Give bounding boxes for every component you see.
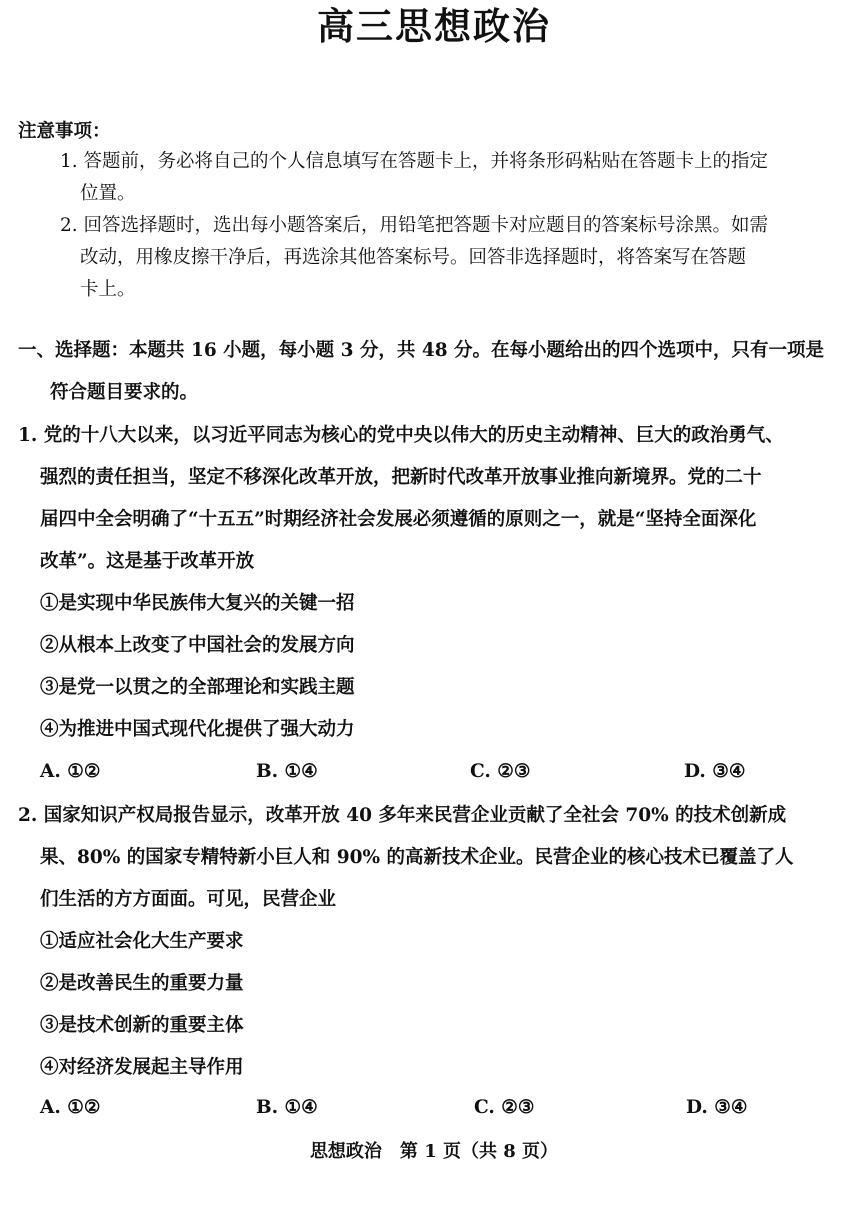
q1-option-b: B. ①④	[256, 761, 318, 782]
q1-stem-line-1: 1. 党的十八大以来，以习近平同志为核心的党中央以伟大的历史主动精神、巨大的政治勇气、	[18, 425, 784, 446]
q1-statement-4: ④为推进中国式现代化提供了强大动力	[40, 719, 355, 740]
notice-item-2-line-1: 2. 回答选择题时，选出每小题答案后，用铅笔把答题卡对应题目的答案标号涂黑。如需	[60, 215, 769, 236]
section-heading-line-1: 一、选择题：本题共 16 小题，每小题 3 分，共 48 分。在每小题给出的四个选项中，只有一项是	[18, 340, 825, 361]
q1-option-c: C. ②③	[470, 761, 531, 782]
q1-option-d: D. ③④	[684, 761, 746, 782]
q1-stem-line-3: 届四中全会明确了“十五五”时期经济社会发展必须遵循的原则之一，就是“坚持全面深化	[40, 509, 757, 530]
q1-option-a: A. ①②	[40, 761, 101, 782]
page-title: 高三思想政治	[317, 5, 551, 48]
notice-item-2-line-3: 卡上。	[80, 279, 136, 300]
q2-option-c: C. ②③	[474, 1097, 535, 1118]
q1-statement-1: ①是实现中华民族伟大复兴的关键一招	[40, 593, 355, 614]
q2-stem-line-1: 2. 国家知识产权局报告显示，改革开放 40 多年来民营企业贡献了全社会 70% 的技术创新成	[18, 805, 787, 826]
q2-statement-1: ①适应社会化大生产要求	[40, 931, 244, 952]
q2-option-a: A. ①②	[40, 1097, 101, 1118]
q1-statement-2: ②从根本上改变了中国社会的发展方向	[40, 635, 355, 656]
q2-statement-3: ③是技术创新的重要主体	[40, 1015, 244, 1036]
q1-statement-3: ③是党一以贯之的全部理论和实践主题	[40, 677, 355, 698]
q2-option-d: D. ③④	[686, 1097, 748, 1118]
notice-heading: 注意事项：	[18, 121, 111, 142]
notice-item-1-line-1: 1. 答题前，务必将自己的个人信息填写在答题卡上，并将条形码粘贴在答题卡上的指定	[60, 151, 769, 172]
q2-stem-line-2: 果、80% 的国家专精特新小巨人和 90% 的高新技术企业。民营企业的核心技术已覆盖了人	[40, 847, 794, 868]
notice-item-2-line-2: 改动，用橡皮擦干净后，再选涂其他答案标号。回答非选择题时，将答案写在答题	[80, 247, 747, 268]
section-heading-line-2: 符合题目要求的。	[50, 382, 199, 403]
q1-stem-line-4: 改革”。这是基于改革开放	[40, 551, 255, 572]
q2-statement-2: ②是改善民生的重要力量	[40, 973, 244, 994]
q2-option-b: B. ①④	[256, 1097, 318, 1118]
notice-item-1-line-2: 位置。	[80, 183, 136, 204]
q2-statement-4: ④对经济发展起主导作用	[40, 1057, 244, 1078]
q2-stem-line-3: 们生活的方方面面。可见，民营企业	[40, 889, 337, 910]
q1-stem-line-2: 强烈的责任担当，坚定不移深化改革开放，把新时代改革开放事业推向新境界。党的二十	[40, 467, 762, 488]
page-footer: 思想政治 第 1 页（共 8 页）	[309, 1141, 559, 1162]
